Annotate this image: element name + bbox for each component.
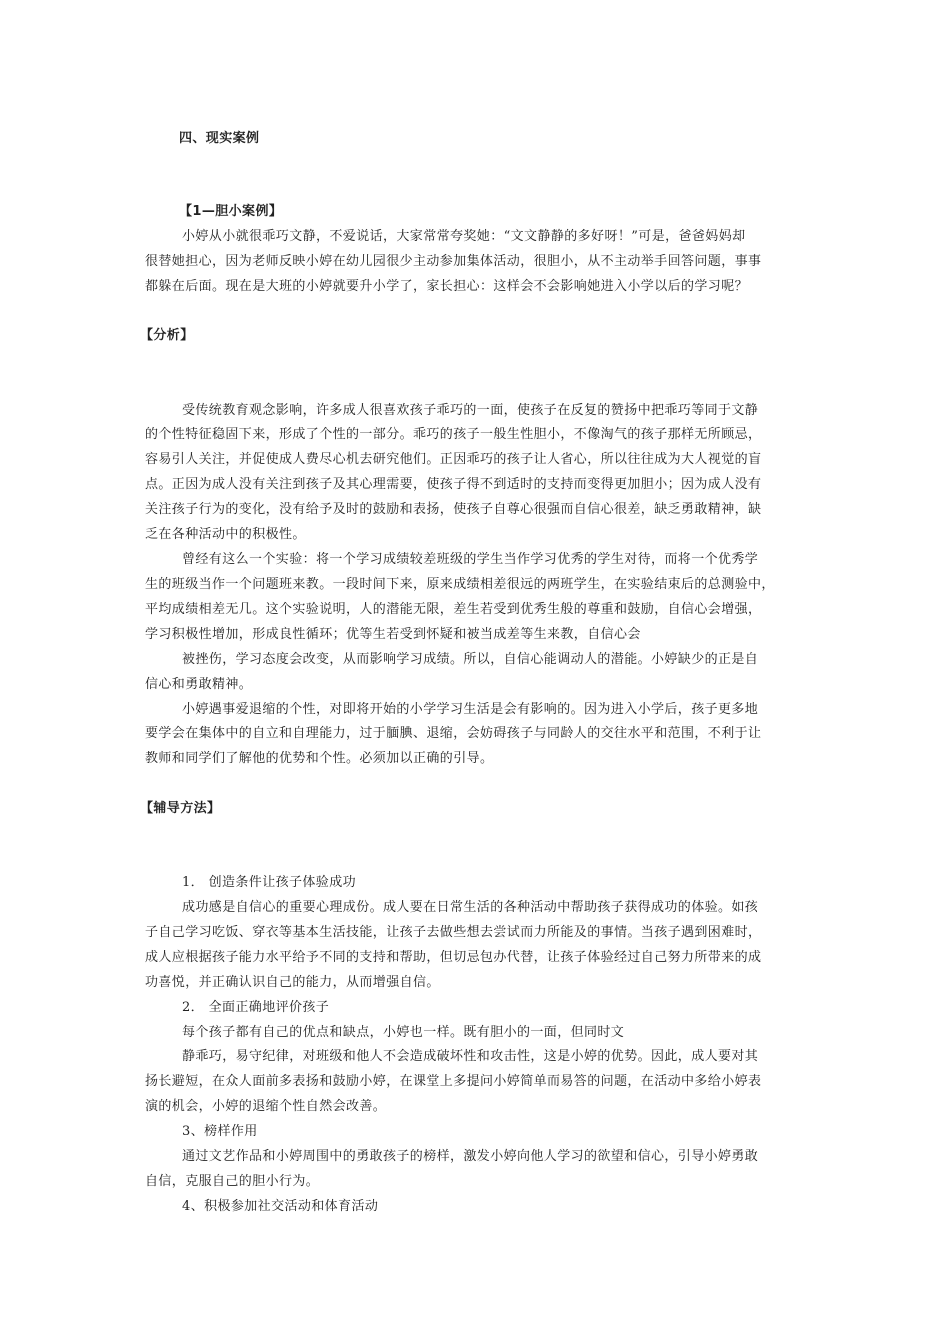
analysis-line: 小婷遇事爱退缩的个性，对即将开始的小学学习生活是会有影响的。因为进入小学后，孩子更多地 [182, 702, 759, 717]
case-line: 小婷从小就很乖巧文静，不爱说话，大家常常夸奖她：“文文静静的多好呀！”可是，爸爸妈妈却 [182, 229, 746, 244]
methods-line: 成人应根据孩子能力水平给予不同的支持和帮助，但切忌包办代替，让孩子体验经过自己努力所带来的成 [145, 950, 762, 965]
analysis-line: 学习积极性增加，形成良性循环；优等生若受到怀疑和被当成差等生来教，自信心会 [145, 627, 641, 642]
analysis-line: 生的班级当作一个问题班来教。一段时间下来，原来成绩相差很远的两班学生，在实验结束后的总测验中， [145, 577, 775, 592]
method-heading: 2． 全面正确地评价孩子 [182, 1000, 330, 1015]
method-heading: 3、榜样作用 [182, 1124, 258, 1139]
analysis-line: 教师和同学们了解他的优势和个性。必须加以正确的引导。 [145, 751, 494, 766]
analysis-line: 信心和勇敢精神。 [145, 677, 253, 692]
analysis-line: 受传统教育观念影响，许多成人很喜欢孩子乖巧的一面，使孩子在反复的赞扬中把乖巧等同于文静 [182, 403, 759, 418]
analysis-line: 容易引人关注，并促使成人费尽心机去研究他们。正因乖巧的孩子让人省心，所以往往成为大人视觉的盲 [145, 452, 762, 467]
method-heading: 4、积极参加社交活动和体育活动 [182, 1199, 379, 1214]
analysis-line: 的个性特征稳固下来，形成了个性的一部分。乖巧的孩子一般生性胆小，不像淘气的孩子那样无所顾忌， [145, 427, 762, 442]
case-title: 【1—胆小案例】 [179, 204, 283, 219]
methods-line: 子自己学习吃饭、穿衣等基本生活技能，让孩子去做些想去尝试而力所能及的事情。当孩子遇到困难时， [145, 925, 762, 940]
methods-line: 静乖巧，易守纪律，对班级和他人不会造成破坏性和攻击性，这是小婷的优势。因此，成人要对其 [182, 1049, 759, 1064]
methods-line: 通过文艺作品和小婷周围中的勇敢孩子的榜样，激发小婷向他人学习的欲望和信心，引导小婷勇敢 [182, 1149, 759, 1164]
analysis-title: 【分析】 [140, 328, 194, 343]
analysis-line: 平均成绩相差无几。这个实验说明，人的潜能无限，差生若受到优秀生般的尊重和鼓励，自信心会增强， [145, 602, 762, 617]
methods-line: 演的机会，小婷的退缩个性自然会改善。 [145, 1099, 387, 1114]
methods-line: 每个孩子都有自己的优点和缺点，小婷也一样。既有胆小的一面，但同时文 [182, 1025, 625, 1040]
case-line: 很替她担心，因为老师反映小婷在幼儿园很少主动参加集体活动，很胆小，从不主动举手回答问题，事事 [145, 254, 762, 269]
analysis-line: 点。正因为成人没有关注到孩子及其心理需要，使孩子得不到适时的支持而变得更加胆小；因为成人没有 [145, 477, 762, 492]
analysis-line: 要学会在集体中的自立和自理能力，过于腼腆、退缩，会妨碍孩子与同龄人的交往水平和范围，不利于让 [145, 726, 762, 741]
methods-line: 功喜悦，并正确认识自己的能力，从而增强自信。 [145, 975, 440, 990]
analysis-line: 乏在各种活动中的积极性。 [145, 527, 306, 542]
methods-title: 【辅导方法】 [140, 801, 221, 816]
methods-line: 成功感是自信心的重要心理成份。成人要在日常生活的各种活动中帮助孩子获得成功的体验。如孩 [182, 900, 759, 915]
analysis-line: 被挫伤，学习态度会改变，从而影响学习成绩。所以，自信心能调动人的潜能。小婷缺少的正是自 [182, 652, 759, 667]
analysis-line: 曾经有这么一个实验：将一个学习成绩较差班级的学生当作学习优秀的学生对待，而将一个优秀学 [182, 552, 759, 567]
methods-line: 扬长避短，在众人面前多表扬和鼓励小婷，在课堂上多提问小婷简单而易答的问题，在活动中多给小婷表 [145, 1074, 762, 1089]
case-line: 都躲在后面。现在是大班的小婷就要升小学了，家长担心：这样会不会影响她进入小学以后的学习呢？ [145, 279, 749, 294]
method-heading: 1． 创造条件让孩子体验成功 [182, 875, 357, 890]
methods-line: 自信，克服自己的胆小行为。 [145, 1174, 320, 1189]
analysis-line: 关注孩子行为的变化，没有给予及时的鼓励和表扬，使孩子自尊心很强而自信心很差，缺乏勇敢精神，缺 [145, 502, 762, 517]
section-title: 四、现实案例 [179, 131, 260, 146]
